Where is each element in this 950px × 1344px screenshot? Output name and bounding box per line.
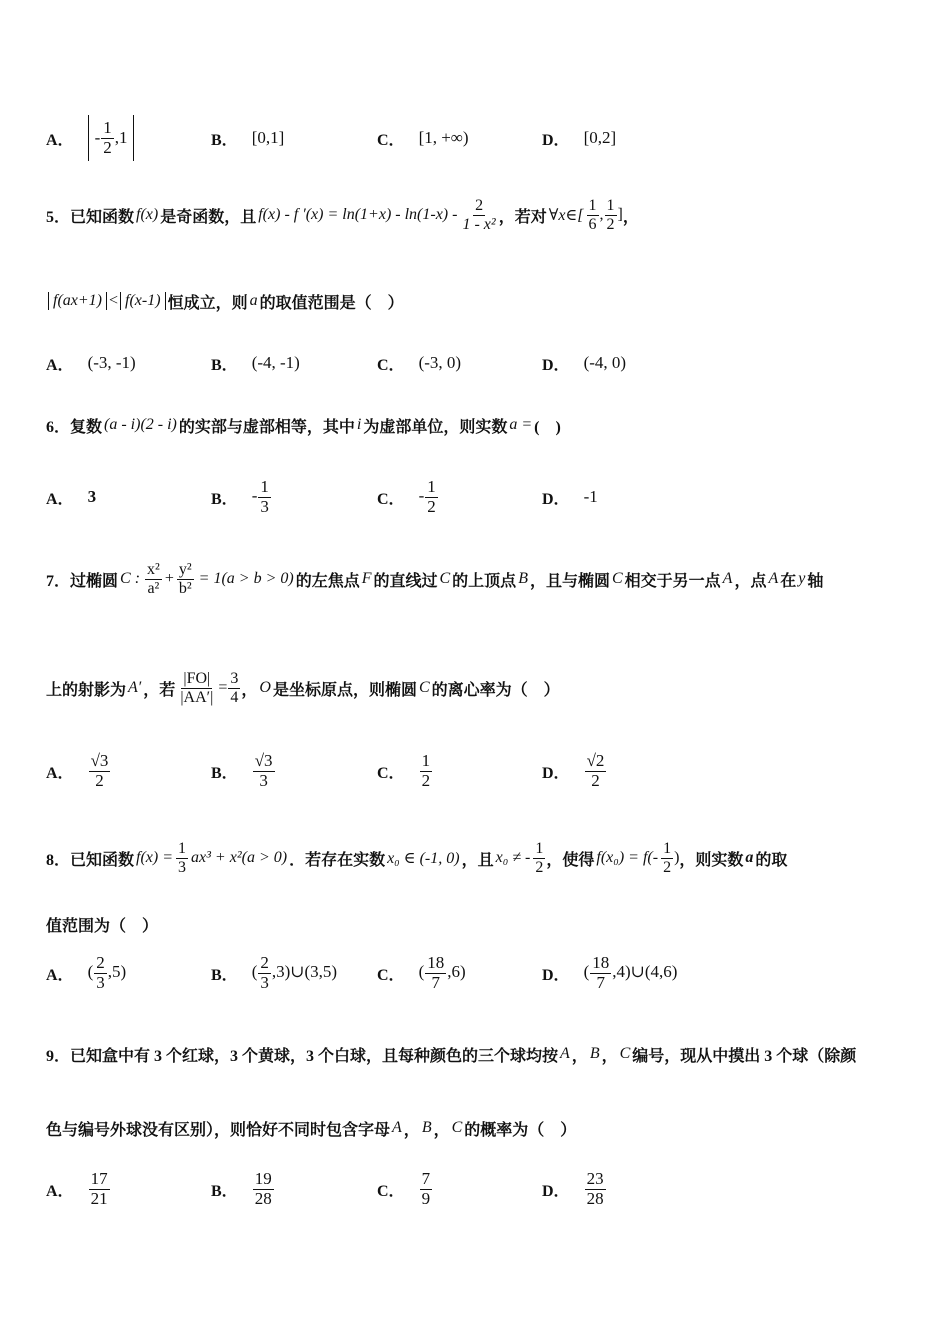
q9-option-a[interactable]: A． $\frac{17}{21}$ (46, 1168, 108, 1208)
q6-option-c[interactable]: C． - $\frac{1}{2}$ (377, 476, 436, 516)
q6-option-b[interactable]: B． - $\frac{1}{3}$ (211, 476, 269, 516)
q6-option-a[interactable]: A． 3 (46, 487, 97, 508)
q9-options (46, 1166, 906, 1212)
q4-option-d[interactable]: D． [0,2] (542, 128, 617, 149)
q4-option-a[interactable]: A． - $\frac{1}{2}$ ,1 (46, 115, 134, 161)
q5-option-b[interactable]: B． (-4, -1) (211, 353, 300, 374)
q6-stem: 6．复数 (a - i)(2 - i) 的实部与虚部相等，其中 i 为虚部单位，则实数 a = ( ) (46, 416, 561, 436)
q6-options (46, 474, 906, 520)
q6-option-d[interactable]: D． -1 (542, 487, 598, 508)
q7-options (46, 748, 906, 794)
q8-option-b[interactable]: B． ( $\frac{2}{3}$ ,3)∪(3,5) (211, 952, 338, 992)
q7-stem-line2: 上的射影为 A′ ，若 $\frac{|FO|}{|AA'|}$ = $\frac{3}{4}$ ， O 是坐标原点，则椭圆 C 的离心率为（ ） (46, 669, 560, 706)
q5-frac: $\frac{2}{\text{1 - x²}}$ (462, 196, 496, 233)
q4-options (46, 115, 906, 161)
q9-option-c[interactable]: C． $\frac{7}{9}$ (377, 1168, 431, 1208)
q5-stem-line1: 5．已知函数 f(x) 是奇函数，且 f(x) - f ′(x) = ln(1+x) - ln(1-x) - $\frac{2}{\text{1 - x²}}$ ，若对 ∀x∈[ $\frac{1}{6}$ , $\frac{1}{2}$ ] ， (46, 196, 639, 233)
q8-stem-line1: 8．已知函数 f(x) = $\frac{1}{3}$ ax³ + x²(a > 0) ．若存在实数 x₀ ∈ (-1, 0) ，且 x₀ ≠ - $\frac{1}{2}$ ，使得 f(x₀) = f(- $\frac{1}{2}$ ) ，则实数 a 的取 (46, 839, 788, 876)
q9-stem-line2: 色与编号外球没有区别），则恰好不同时包含字母 A ， B ， C 的概率为（ ） (46, 1119, 577, 1139)
q9-option-b[interactable]: B． $\frac{19}{28}$ (211, 1168, 272, 1208)
q7-option-d[interactable]: D． $\frac{√2}{2}$ (542, 750, 605, 790)
q8-option-d[interactable]: D． ( $\frac{18}{7}$ ,4)∪(4,6) (542, 952, 678, 992)
q4-option-b[interactable]: B． [0,1] (211, 128, 285, 149)
q9-stem-line1: 9．已知盒中有 3 个红球，3 个黄球，3 个白球，且每种颜色的三个球均按 A ， B ， C 编号，现从中摸出 3 个球（除颜 (46, 1045, 857, 1065)
q9-option-d[interactable]: D． $\frac{23}{28}$ (542, 1168, 604, 1208)
q7-option-b[interactable]: B． $\frac{√3}{3}$ (211, 750, 273, 790)
q8-option-c[interactable]: C． ( $\frac{18}{7}$ ,6) (377, 952, 466, 992)
q7-option-a[interactable]: A． $\frac{√3}{2}$ (46, 750, 109, 790)
q7-stem-line1: 7．过椭圆 C : $\frac{\text{x²}}{\text{a²}}$ + $\frac{\text{y²}}{\text{b²}}$ = 1(a > b > 0) 的左焦点 F 的直线过 C 的上顶点 B ，且与椭圆 C 相交于另一点 A ，点 A 在 y 轴 (46, 560, 824, 597)
q5-stem-line2: f(ax+1) < f(x-1) 恒成立，则 a 的取值范围是（ ） (46, 286, 906, 316)
q5-option-c[interactable]: C． (-3, 0) (377, 353, 462, 374)
q5-options (46, 340, 906, 386)
q4-option-c[interactable]: C． [1, +∞) (377, 128, 469, 149)
q5-option-d[interactable]: D． (-4, 0) (542, 353, 627, 374)
q4-option-a-value: - $\frac{1}{2}$ ,1 (88, 115, 135, 161)
q8-stem-line2: 值范围为（ ） (46, 917, 159, 935)
q5-option-a[interactable]: A． (-3, -1) (46, 353, 136, 374)
q8-options (46, 950, 906, 996)
q7-option-c[interactable]: C． $\frac{1}{2}$ (377, 750, 431, 790)
q8-option-a[interactable]: A． ( $\frac{2}{3}$ ,5) (46, 952, 127, 992)
